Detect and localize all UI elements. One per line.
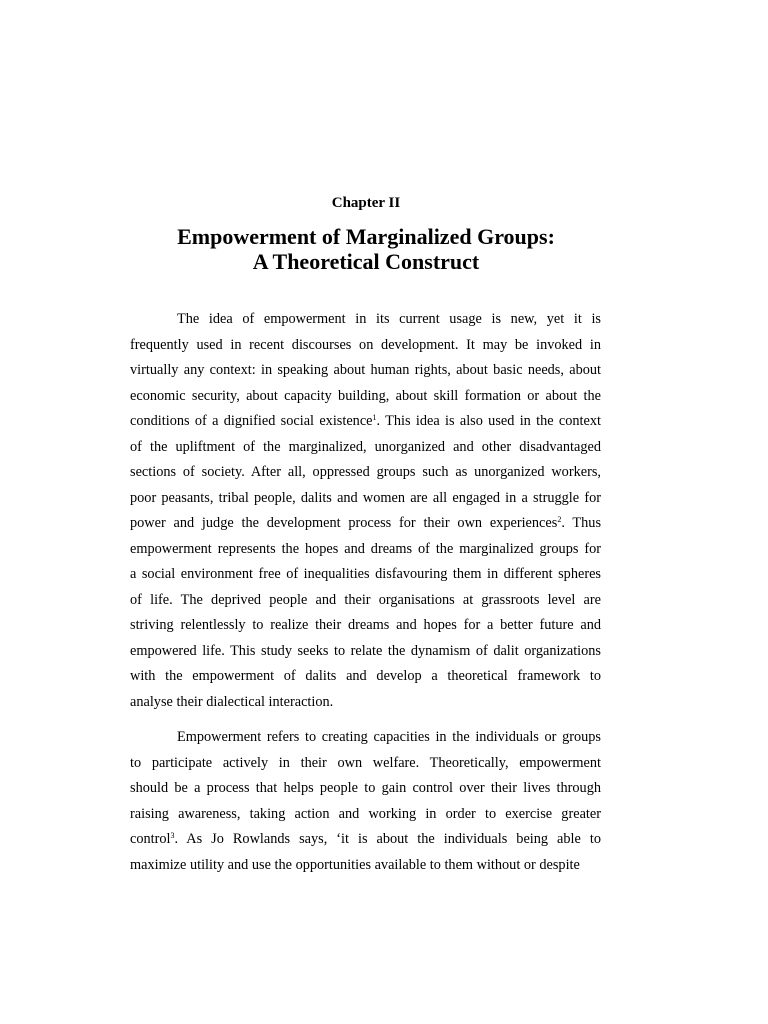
- text-line: [130, 664, 601, 690]
- text-line: [130, 537, 601, 563]
- text-line: [130, 751, 601, 777]
- footnote-marker: 1: [372, 413, 377, 422]
- line-text: power and judge the development process for their own experiences: [130, 515, 558, 531]
- line-text: maximize utility and use the opportunities available to them without or despite: [130, 856, 580, 873]
- text-line: [130, 853, 601, 879]
- paragraph: [130, 307, 601, 715]
- footnote-marker: 3: [170, 831, 175, 840]
- line-text-continued: . As Jo Rowlands says, ‘it is about the individuals being able to: [174, 831, 601, 847]
- chapter-title: [0, 224, 732, 274]
- text-line: [130, 435, 601, 461]
- text-line: [130, 827, 601, 853]
- text-line: [130, 511, 601, 537]
- text-line: [130, 588, 601, 614]
- text-line: [130, 358, 601, 384]
- line-text-continued: . Thus: [561, 515, 602, 531]
- text-line: [130, 460, 601, 486]
- footnote-marker: 2: [557, 515, 562, 524]
- line-text: to participate actively in their own welfare. Theoretically, empowerment: [130, 754, 601, 771]
- line-text: Empowerment refers to creating capacities in the individuals or groups: [177, 729, 601, 745]
- line-text: a social environment free of inequalities disfavouring them in different spheres: [130, 566, 601, 582]
- chapter-label: Chapter II: [331, 195, 401, 211]
- text-line: [130, 384, 601, 410]
- line-text: empowered life. This study seeks to relate the dynamism of dalit organizations: [130, 642, 601, 659]
- line-text: raising awareness, taking action and working in order to exercise greater: [130, 805, 601, 822]
- line-text: virtually any context: in speaking about human rights, about basic needs, about: [130, 362, 601, 378]
- line-text-continued: . This idea is also used in the context: [376, 413, 601, 429]
- body-text: [130, 307, 601, 878]
- line-text: striving relentlessly to realize their dreams and hopes for a better future and: [130, 617, 601, 633]
- line-text: should be a process that helps people to gain control over their lives through: [130, 780, 601, 796]
- text-line: [130, 562, 601, 588]
- line-text: control: [130, 831, 171, 847]
- line-text: economic security, about capacity building, about skill formation or about the: [130, 387, 601, 404]
- chapter-title-line-1: Empowerment of Marginalized Groups:: [177, 224, 555, 249]
- line-text: poor peasants, tribal people, dalits and women are all engaged in a struggle for: [130, 489, 601, 506]
- text-line: [130, 639, 601, 665]
- line-text: conditions of a dignified social existence: [130, 413, 373, 429]
- text-line: [130, 409, 601, 435]
- line-text: of the upliftment of the marginalized, unorganized and other disadvantaged: [130, 438, 601, 455]
- text-line: [130, 333, 601, 359]
- paragraph: [130, 725, 601, 878]
- text-line: [130, 486, 601, 512]
- line-text: with the empowerment of dalits and develop a theoretical framework to: [130, 668, 601, 684]
- text-line: [130, 690, 601, 716]
- text-line: [130, 307, 601, 333]
- line-text: empowerment represents the hopes and dreams of the marginalized groups for: [130, 540, 601, 557]
- text-line: [130, 776, 601, 802]
- text-line: [130, 725, 601, 751]
- chapter-title-line-2: A Theoretical Construct: [252, 249, 480, 274]
- text-line: [130, 802, 601, 828]
- line-text: frequently used in recent discourses on development. It may be invoked in: [130, 336, 601, 353]
- line-text: The idea of empowerment in its current usage is new, yet it is: [177, 311, 601, 327]
- line-text: sections of society. After all, oppressed groups such as unorganized workers,: [130, 464, 601, 480]
- line-text: analyse their dialectical interaction.: [130, 693, 334, 710]
- line-text: of life. The deprived people and their organisations at grassroots level are: [130, 591, 601, 608]
- text-line: [130, 613, 601, 639]
